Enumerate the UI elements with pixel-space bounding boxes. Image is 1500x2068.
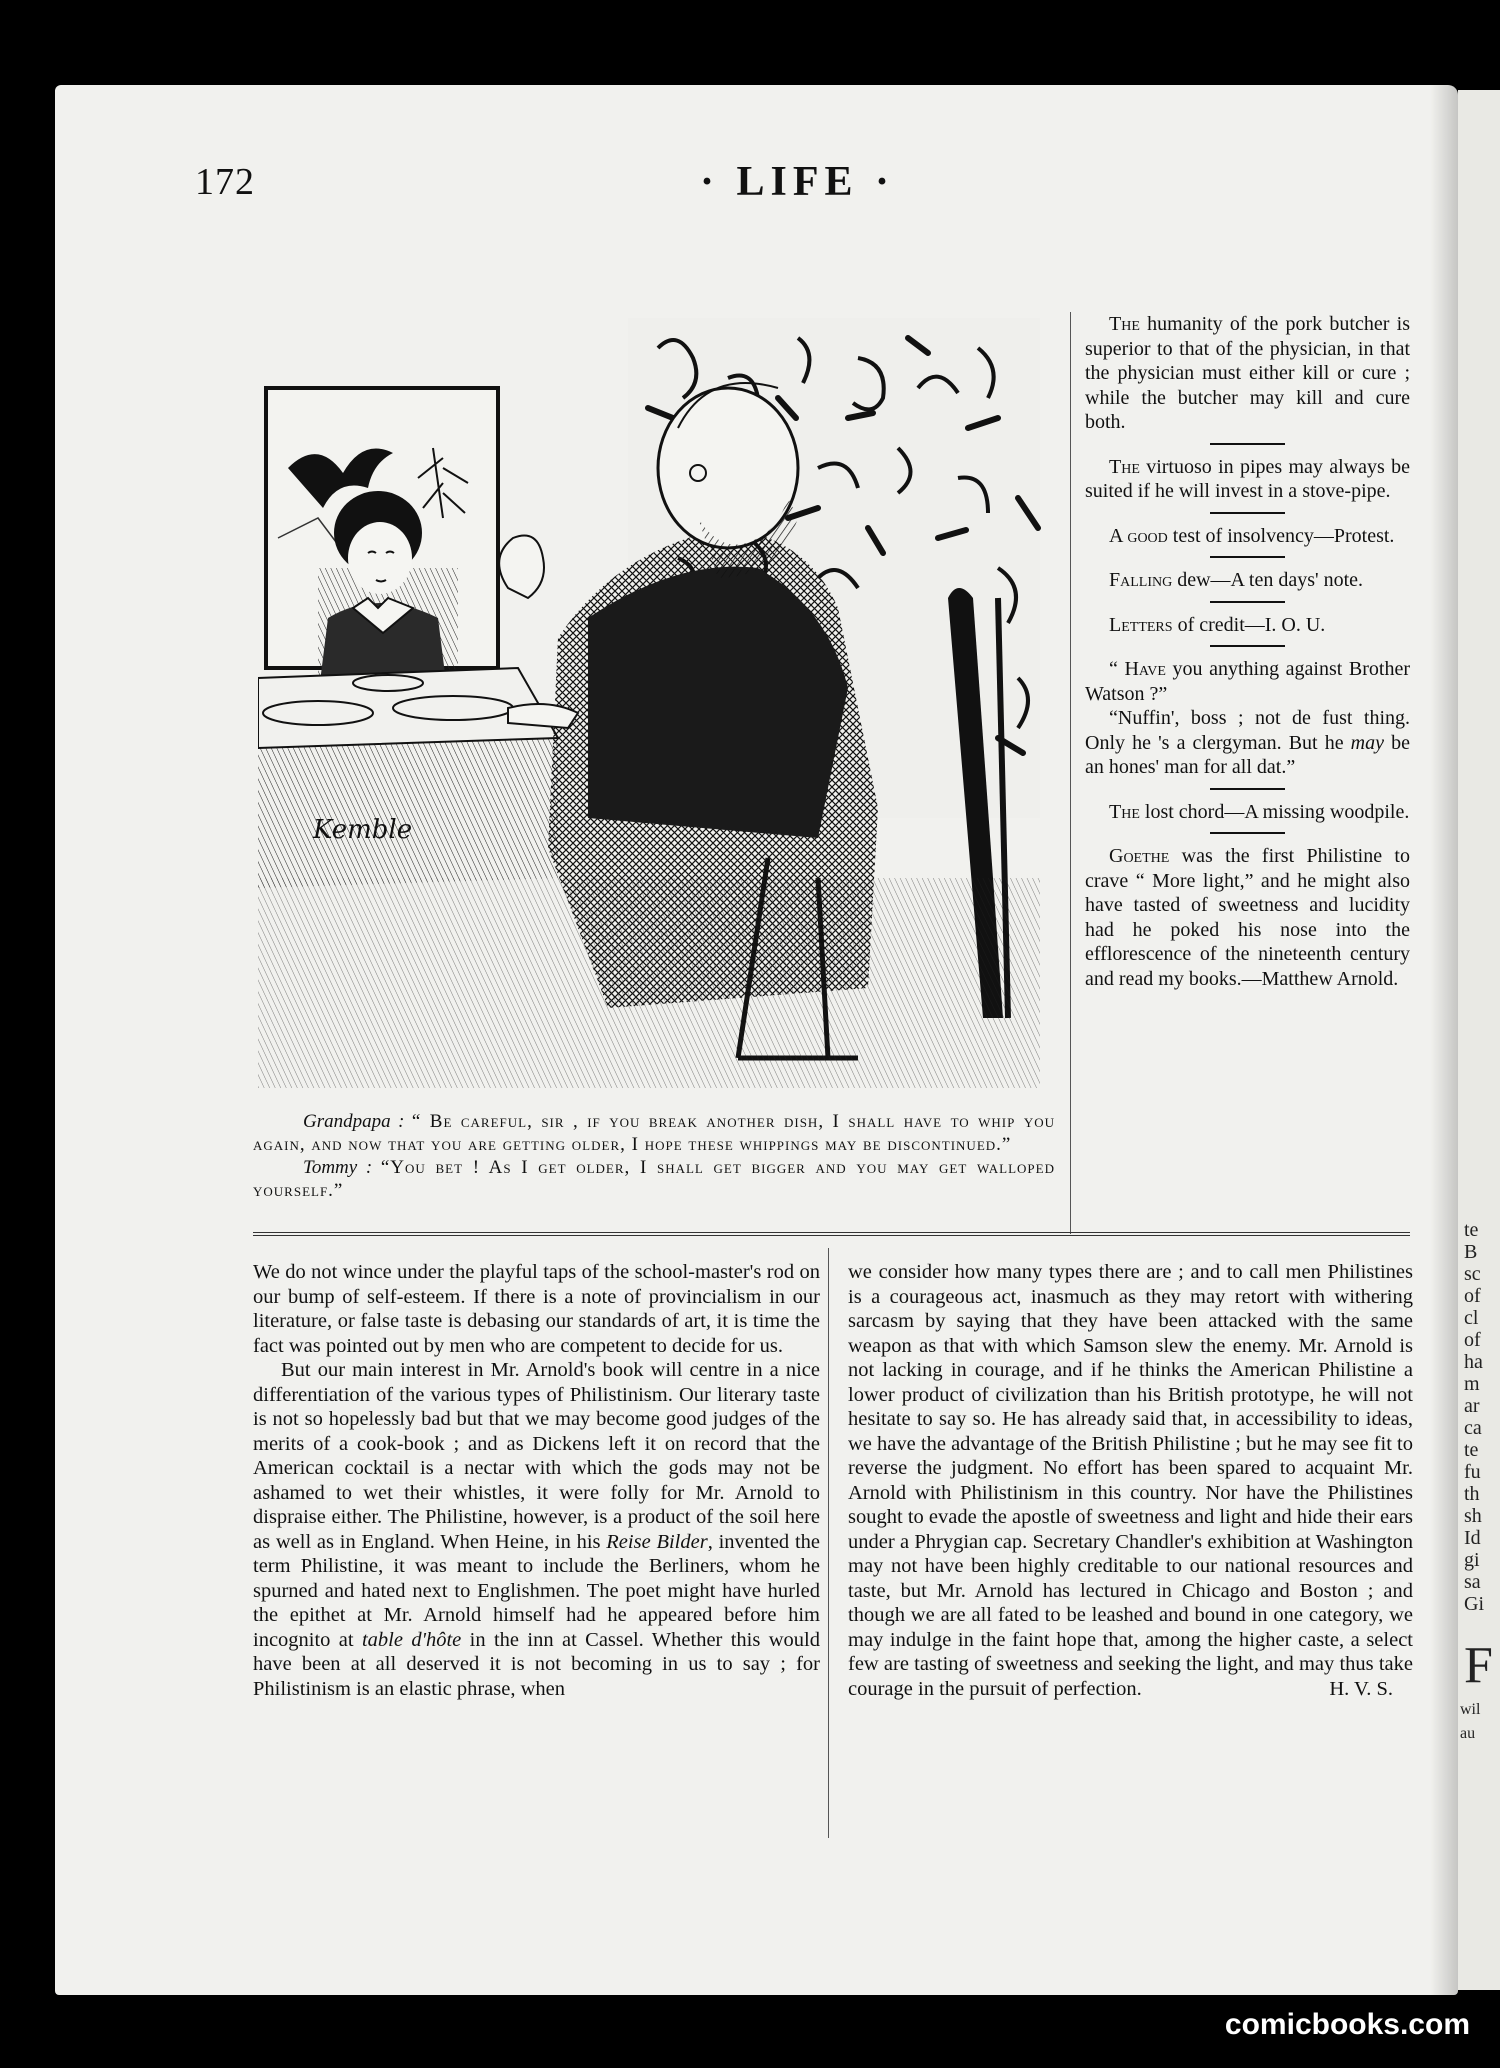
caption-text: “ Be careful, sir , if you break another dish, I shall have to whip you again, and now that you are getting older, I hope these whippings may be discontinued.” [253,1111,1055,1155]
joke-separator [1210,601,1285,603]
article-emphasis: table d'hôte [361,1628,462,1651]
fragment: Id [1464,1527,1481,1549]
article-text: we consider how many types there are ; and to call men Philistines is a courageous act, inasmuch as they may retort with withering sarcasm by saying that they have been attacked with the same weapon as that with which Samson slew the enemy. Mr. Arnold is not lacking in courage, and if he thinks the American Philistine a lower product of civilization than his British prototype, he will not hesitate to say so. He has already said that, in accessibility to ideas, we have the advantage of the British Philistine ; but he may see fit to reverse the judgment. No effort has been spared to acquaint Mr. Arnold with Philistinism in this country. Nor have the Philistines sought to evade the apostle of sweetness and light and hide their ears under a Phrygian cap. Secretary Chandler's exhibition at Washington may not have been highly creditable to our national resources and taste, but Mr. Arnold has lectured in Chicago and Boston ; and though we are all fated to be leashed and bound in one category, we may indulge in the faint hope that, among the higher caste, a select few are tasting of sweetness and seeking the light, and may thus take courage in the pursuit of perfection. [848,1261,1413,1700]
page-gutter-shadow [1430,85,1458,1995]
article-column-left [253,1260,820,1701]
fragment: te [1464,1219,1479,1241]
article-column-divider [828,1248,829,1838]
fragment: sa [1464,1571,1481,1593]
joke-item [1085,455,1410,504]
joke-item [1085,312,1410,435]
fragment: te [1464,1439,1479,1461]
joke-text: of credit—I. O. U. [1172,613,1326,636]
jokes-column [1085,312,1410,991]
watermark: comicbooks.com [1224,2008,1470,2041]
joke-followup [1085,706,1410,780]
fragment: th [1464,1483,1480,1505]
joke-separator [1210,556,1285,558]
joke-lead: The [1109,313,1140,335]
joke-item [1085,657,1410,706]
fragment: wil [1460,1701,1481,1718]
joke-separator [1210,443,1285,445]
article-signature: H. V. S. [1329,1677,1393,1700]
joke-separator [1210,832,1285,834]
caption-text: “You bet ! As I get older, I shall get bigger and you may get walloped yourself.” [253,1157,1055,1201]
joke-text: virtuoso in pipes may always be suited if he will invest in a stove-pipe. [1085,455,1410,502]
joke-lead: Goethe [1109,845,1170,867]
fragment: cl [1464,1307,1479,1329]
article-text: But our main interest in Mr. Arnold's book will centre in a nice differentiation of the various types of Philistinism. Our literary taste is not so hopelessly bad but that we may become good judges of the merits of a cook-book ; and as Dickens left it on record that the American cocktail is a nectar with which the gods may not be ashamed to wet their whistles, it were folly for Mr. Arnold to dispraise either. The Philistine, however, is a product of the soil here as well as in England. When Heine, in his [253,1359,820,1553]
joke-text: humanity of the pork butcher is superior to that of the physician, in that the physician must either kill or cure ; while the butcher may kill and cure both. [1085,313,1410,433]
joke-text: be an hones' man for all dat.” [1085,731,1410,778]
joke-lead: The [1109,800,1140,823]
joke-lead: The [1109,455,1140,478]
article-paragraph: We do not wince under the playful taps of the school-master's rod on our bump of self-esteem. If there is a note of provincialism in our literature, or false taste is debasing our standards of art, it is time the fact was pointed out by men who are competent to decide for us. [253,1261,820,1357]
speaker-tommy: Tommy : [303,1157,373,1178]
joke-item [1085,568,1410,593]
joke-item [1085,800,1410,825]
article-text: in the inn at Cassel. Whether this would have been at all deserved it is not becoming in us to say ; for Philistinism is an elastic phrase, when [253,1628,820,1700]
fragment: of [1464,1329,1481,1351]
fragment: au [1460,1725,1476,1742]
joke-item [1085,613,1410,638]
article-paragraph [848,1260,1413,1701]
fragment: ha [1464,1351,1483,1373]
joke-separator [1210,512,1285,514]
caption-line-grandpapa [253,1110,1055,1156]
fragment: m [1464,1373,1480,1395]
joke-item [1085,844,1410,991]
table [258,668,558,888]
joke-text: dew—A ten days' note. [1172,569,1364,591]
joke-separator [1210,788,1285,790]
joke-separator [1210,645,1285,647]
fragment: sh [1464,1505,1482,1527]
fragment: F [1464,1637,1493,1694]
joke-item [1085,524,1410,549]
caption-line-tommy [253,1156,1055,1202]
joke-text: lost chord—A missing woodpile. [1139,800,1410,823]
article-emphasis: Reise Bilder [606,1530,708,1553]
fragment: Gi [1464,1593,1484,1615]
joke-text: was the first Philistine to crave “ More light,” and he might also have tasted of sweetness and lucidity had he poked his nose into the efflorescence of the nineteenth century and read my books.—Matthew Arnold. [1085,845,1410,990]
joke-text: you anything against Brother Watson ?” [1085,658,1410,705]
article-paragraph [253,1358,820,1701]
section-divider [253,1232,1410,1236]
fragment: of [1464,1285,1481,1307]
masthead-title: · LIFE · [700,159,896,205]
joke-text: test of insolvency—Protest. [1167,524,1395,547]
fragment: ca [1464,1417,1482,1439]
joke-lead: “ Have [1109,658,1166,680]
joke-emphasis: may [1350,731,1384,754]
fragment: fu [1464,1461,1481,1483]
column-divider [1070,312,1071,1234]
cartoon-caption [253,1110,1055,1202]
artist-signature: Kemble [313,815,413,845]
adjacent-page-strip [1458,90,1500,1990]
fragment: gi [1464,1549,1480,1571]
article-column-right [848,1260,1413,1701]
cartoon-illustration [258,318,1048,1098]
joke-text: “Nuffin', boss ; not de fust thing. Only he 's a clergyman. But he [1085,707,1410,754]
fragment: sc [1464,1263,1481,1285]
joke-lead: Falling [1109,569,1173,591]
joke-lead: A good [1109,524,1168,547]
fragment: ar [1464,1395,1480,1417]
joke-lead: Letters [1109,613,1173,636]
article-text: , invented the term Philistine, it was meant to include the Berliners, whom he spurned and hated next to Englishmen. The poet might have hurled the epithet at Mr. Arnold himself had he appeared before him incognito at [253,1530,820,1651]
page-number: 172 [195,161,255,203]
speaker-grandpapa: Grandpapa : [303,1111,405,1132]
fragment: B [1464,1241,1478,1263]
